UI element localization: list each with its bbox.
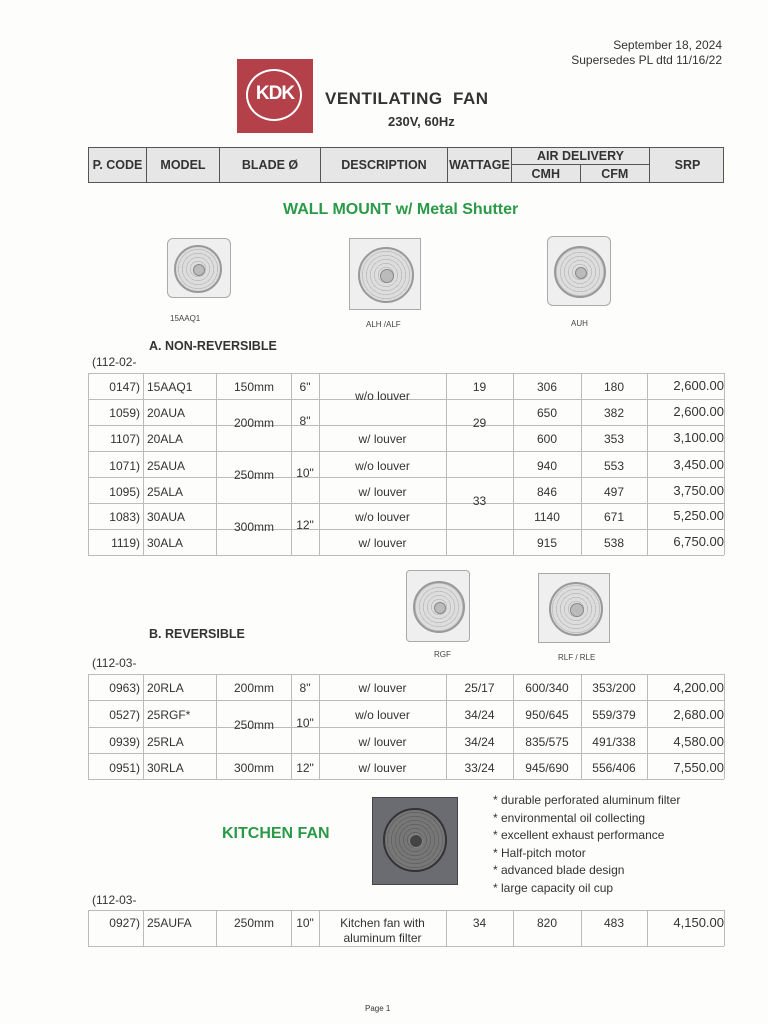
cell-pcode: 0963) xyxy=(109,681,140,695)
column-divider xyxy=(446,373,447,555)
cell-cfm: 353 xyxy=(603,432,625,446)
cell-blade-mm: 250mm xyxy=(233,916,274,930)
col-srp: SRP xyxy=(674,158,701,172)
cell-srp: 2,600.00 xyxy=(673,404,724,419)
page-subtitle: 230V, 60Hz xyxy=(388,114,455,129)
caption-15aaq1: 15AAQ1 xyxy=(170,314,201,323)
cell-cmh: 950/645 xyxy=(525,708,569,722)
feature-item: * large capacity oil cup xyxy=(493,880,614,895)
row-divider xyxy=(88,373,724,374)
cell-cmh: 306 xyxy=(536,380,558,394)
cell-cmh: 820 xyxy=(536,916,558,930)
cell-blade-inch: 6" xyxy=(299,380,311,394)
cell-wattage: 29 xyxy=(472,416,487,430)
cell-description: w/ louver xyxy=(358,761,407,775)
cell-model: 25AUA xyxy=(147,459,186,473)
cell-cfm: 483 xyxy=(603,916,625,930)
cell-wattage: 33/24 xyxy=(464,761,495,775)
feature-item: * durable perforated aluminum filter xyxy=(493,793,681,807)
caption-rgf: RGF xyxy=(434,650,451,659)
caption-rlf-rle: RLF / RLE xyxy=(558,653,596,662)
cell-cfm: 180 xyxy=(603,380,625,394)
feature-item: * excellent exhaust performance xyxy=(493,828,665,842)
cell-wattage: 19 xyxy=(472,380,487,394)
date-block xyxy=(571,38,722,68)
cell-cmh: 915 xyxy=(536,536,558,550)
cell-description: Kitchen fan with xyxy=(340,916,425,930)
cell-cmh: 650 xyxy=(536,406,558,420)
cell-cmh: 1140 xyxy=(534,510,560,524)
cell-wattage: 25/17 xyxy=(464,681,495,695)
cell-model: 20AUA xyxy=(147,406,186,420)
cell-cfm: 353/200 xyxy=(592,681,636,695)
row-divider xyxy=(88,700,724,701)
supersedes-text: Supersedes PL dtd 11/16/22 xyxy=(571,53,722,67)
cell-cfm: 538 xyxy=(603,536,625,550)
cell-pcode: 1071) xyxy=(109,459,140,473)
cell-srp: 4,580.00 xyxy=(673,734,724,749)
column-divider xyxy=(143,910,144,946)
row-divider xyxy=(88,727,724,728)
fan-image-rlf-rle xyxy=(538,573,610,643)
row-divider xyxy=(88,779,724,780)
column-divider xyxy=(143,674,144,779)
cell-cfm: 671 xyxy=(603,510,625,524)
column-divider xyxy=(88,910,89,946)
cell-model: 20ALA xyxy=(147,432,184,446)
cell-blade-mm: 200mm xyxy=(233,416,274,430)
cell-description: w/o louver xyxy=(355,459,410,473)
cell-cfm: 491/338 xyxy=(592,735,636,749)
cell-description: w/o louver xyxy=(355,510,410,524)
cell-srp: 4,150.00 xyxy=(673,915,724,930)
cell-blade-inch: 12" xyxy=(296,761,314,775)
col-pcode: P. CODE xyxy=(89,148,147,182)
kitchen-features xyxy=(493,792,680,897)
cell-wattage: 34/24 xyxy=(464,708,495,722)
non-reversible-prefix: (112-02- xyxy=(92,355,137,369)
cell-pcode: 0951) xyxy=(109,761,140,775)
cell-srp: 5,250.00 xyxy=(673,508,724,523)
cell-blade-mm: 150mm xyxy=(233,380,274,394)
cell-blade-mm: 300mm xyxy=(233,520,274,534)
row-divider xyxy=(88,753,724,754)
cell-wattage: 34/24 xyxy=(464,735,495,749)
cell-pcode: 1095) xyxy=(109,485,140,499)
air-delivery-label: AIR DELIVERY xyxy=(512,148,649,165)
row-divider xyxy=(88,425,724,426)
date-text: September 18, 2024 xyxy=(613,38,722,52)
cell-wattage: 34 xyxy=(472,916,487,930)
cell-blade-mm: 250mm xyxy=(233,718,274,732)
cell-srp: 4,200.00 xyxy=(673,680,724,695)
reversible-heading: B. REVERSIBLE xyxy=(149,627,245,641)
cell-wattage: 33 xyxy=(472,494,487,508)
column-divider xyxy=(216,373,217,555)
cell-blade-mm: 250mm xyxy=(233,468,274,482)
cell-description: w/o louver xyxy=(355,708,410,722)
caption-alh-alf: ALH /ALF xyxy=(366,320,401,329)
cell-blade-inch: 12" xyxy=(296,518,314,532)
cell-pcode: 0147) xyxy=(109,380,140,394)
col-description: DESCRIPTION xyxy=(321,148,448,182)
cell-model: 15AAQ1 xyxy=(147,380,193,394)
column-divider xyxy=(88,674,89,779)
row-divider xyxy=(88,910,724,911)
cell-pcode: 1119) xyxy=(111,536,140,550)
column-divider xyxy=(724,674,725,779)
cell-cmh: 600/340 xyxy=(525,681,569,695)
cell-cfm: 382 xyxy=(603,406,625,420)
page-title: VENTILATING FAN xyxy=(325,89,489,108)
cell-description: w/ louver xyxy=(358,735,407,749)
cell-pcode: 1107) xyxy=(110,432,140,446)
reversible-prefix: (112-03- xyxy=(92,656,137,670)
cell-blade-mm: 200mm xyxy=(233,681,274,695)
cell-cfm: 559/379 xyxy=(592,708,636,722)
row-divider xyxy=(88,529,724,530)
cell-cmh: 600 xyxy=(536,432,558,446)
cell-model: 25RLA xyxy=(147,735,184,749)
col-cmh: CMH xyxy=(512,165,581,182)
page-number: Page 1 xyxy=(365,1004,391,1013)
column-divider xyxy=(724,910,725,946)
kitchen-heading: KITCHEN FAN xyxy=(222,825,330,842)
fan-image-rgf xyxy=(406,570,470,642)
row-divider xyxy=(88,555,724,556)
cell-pcode: 0939) xyxy=(109,735,140,749)
cell-model: 30AUA xyxy=(147,510,186,524)
cell-pcode: 1059) xyxy=(109,406,140,420)
cell-srp: 3,100.00 xyxy=(673,430,724,445)
col-wattage: WATTAGE xyxy=(448,148,512,182)
column-divider xyxy=(143,373,144,555)
col-model: MODEL xyxy=(147,148,220,182)
feature-item: * advanced blade design xyxy=(493,863,625,877)
cell-blade-inch: 10" xyxy=(296,466,314,480)
cell-description: aluminum filter xyxy=(343,931,422,945)
cell-blade-mm: 300mm xyxy=(233,761,274,775)
cell-cmh: 846 xyxy=(536,485,558,499)
cell-srp: 7,550.00 xyxy=(673,760,724,775)
cell-description: w/ louver xyxy=(358,536,407,550)
non-reversible-heading: A. NON-REVERSIBLE xyxy=(149,339,277,353)
cell-pcode: 0927) xyxy=(109,916,140,930)
column-divider xyxy=(724,373,725,555)
cell-description: w/o louver xyxy=(355,389,410,403)
cell-blade-inch: 10" xyxy=(296,716,314,730)
logo-text: KDK xyxy=(255,83,295,104)
cell-model: 25RGF* xyxy=(147,708,191,722)
cell-model: 25AUFA xyxy=(147,916,192,930)
kitchen-prefix: (112-03- xyxy=(92,893,137,907)
wall-mount-heading: WALL MOUNT w/ Metal Shutter xyxy=(283,201,519,218)
col-cfm: CFM xyxy=(601,166,629,181)
row-divider xyxy=(88,674,724,675)
cell-description: w/ louver xyxy=(358,681,407,695)
cell-cmh: 945/690 xyxy=(525,761,569,775)
cell-description: w/ louver xyxy=(358,485,407,499)
cell-description: w/ louver xyxy=(358,432,407,446)
feature-item: * Half-pitch motor xyxy=(493,845,586,860)
cell-blade-inch: 8" xyxy=(299,681,311,695)
cell-cfm: 497 xyxy=(603,485,625,499)
row-divider xyxy=(88,946,724,947)
cell-model: 25ALA xyxy=(147,485,184,499)
column-divider xyxy=(216,674,217,779)
col-blade: BLADE Ø xyxy=(220,148,321,182)
cell-model: 20RLA xyxy=(147,681,184,695)
row-divider xyxy=(88,503,724,504)
cell-srp: 6,750.00 xyxy=(673,534,724,549)
row-divider xyxy=(88,477,724,478)
cell-cfm: 553 xyxy=(603,459,625,473)
col-air-delivery xyxy=(512,148,650,182)
cell-model: 30RLA xyxy=(147,761,184,775)
fan-image-alh-alf xyxy=(349,238,421,310)
column-divider xyxy=(88,373,89,555)
caption-auh: AUH xyxy=(571,319,588,328)
cell-model: 30ALA xyxy=(147,536,184,550)
cell-cfm: 556/406 xyxy=(592,761,636,775)
table-header xyxy=(88,147,724,183)
cell-srp: 2,600.00 xyxy=(673,378,724,393)
cell-pcode: 0527) xyxy=(109,708,140,722)
fan-image-auh xyxy=(547,236,611,306)
cell-srp: 3,750.00 xyxy=(673,483,724,498)
feature-item: * environmental oil collecting xyxy=(493,810,646,825)
kdk-logo xyxy=(237,59,313,133)
cell-blade-inch: 8" xyxy=(299,414,311,428)
fan-image-15aaq1 xyxy=(167,238,231,298)
row-divider xyxy=(88,451,724,452)
column-divider xyxy=(216,910,217,946)
cell-cmh: 940 xyxy=(536,459,558,473)
cell-blade-inch: 10" xyxy=(296,916,314,930)
cell-pcode: 1083) xyxy=(109,510,140,524)
cell-srp: 2,680.00 xyxy=(673,707,724,722)
cell-cmh: 835/575 xyxy=(525,735,569,749)
fan-image-kitchen xyxy=(372,797,458,885)
cell-srp: 3,450.00 xyxy=(673,457,724,472)
